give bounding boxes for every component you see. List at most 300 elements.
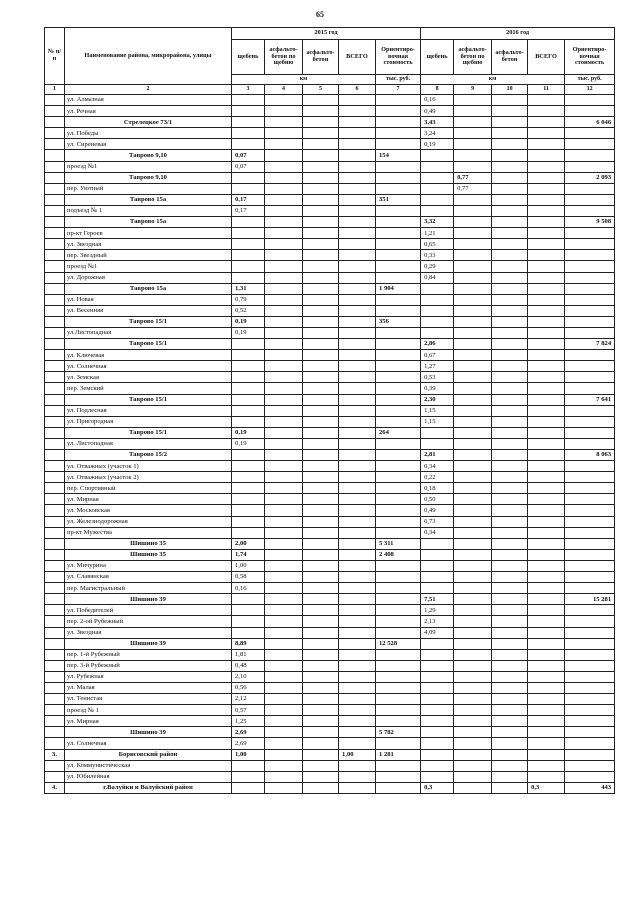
cell-c8: 1,15 [421, 405, 454, 416]
cell-c3: 1,31 [232, 283, 265, 294]
cell-c5 [303, 649, 339, 660]
table-row [45, 205, 615, 216]
cell-c9 [454, 538, 492, 549]
cell-c3: 2,69 [232, 727, 265, 738]
cell-c7 [376, 339, 421, 350]
cell-c12 [565, 261, 615, 272]
cell-c7 [376, 605, 421, 616]
row-name: пр-кт Героев [65, 228, 232, 239]
cell-c5 [303, 272, 339, 283]
cell-c12 [565, 605, 615, 616]
cell-c7: 12 528 [376, 638, 421, 649]
table-row [45, 516, 615, 527]
row-number [45, 560, 65, 571]
cell-c12: 8 063 [565, 450, 615, 461]
unit-rub: тыс. руб. [565, 75, 615, 85]
cell-c8 [421, 749, 454, 760]
cell-c11 [528, 682, 565, 693]
cell-c4 [265, 305, 303, 316]
road-repair-table [44, 27, 615, 794]
row-number [45, 516, 65, 527]
row-name: пр-кт Мужества [65, 527, 232, 538]
cell-c10 [492, 194, 528, 205]
cell-c12 [565, 738, 615, 749]
cell-c3: 0,16 [232, 583, 265, 594]
row-name: Таврово 15/1 [65, 427, 232, 438]
cell-c4 [265, 560, 303, 571]
cell-c10 [492, 516, 528, 527]
cell-c4 [265, 339, 303, 350]
cell-c12 [565, 161, 615, 172]
row-number [45, 228, 65, 239]
row-name: ул. Звездная [65, 239, 232, 250]
cell-c7 [376, 572, 421, 583]
cell-c10 [492, 483, 528, 494]
cell-c10 [492, 594, 528, 605]
cell-c6 [339, 172, 376, 183]
cell-c6 [339, 194, 376, 205]
cell-c12 [565, 272, 615, 283]
cell-c11 [528, 705, 565, 716]
cell-c11 [528, 749, 565, 760]
cell-c11 [528, 771, 565, 782]
row-number [45, 283, 65, 294]
cell-c6 [339, 649, 376, 660]
cell-c12 [565, 416, 615, 427]
cell-c3: 0,07 [232, 161, 265, 172]
table-row [45, 572, 615, 583]
row-name: проезд №1 [65, 161, 232, 172]
cell-c9 [454, 605, 492, 616]
cell-c7: 351 [376, 194, 421, 205]
cell-c9 [454, 616, 492, 627]
cell-c9 [454, 705, 492, 716]
row-name: ул. Отважных (участок 1) [65, 461, 232, 472]
cell-c5 [303, 339, 339, 350]
cell-c7: 356 [376, 316, 421, 327]
cell-c12 [565, 560, 615, 571]
cell-c5 [303, 483, 339, 494]
header-sub: ВСЕГО [528, 40, 565, 75]
cell-c8 [421, 183, 454, 194]
row-number [45, 438, 65, 449]
cell-c5 [303, 694, 339, 705]
row-number [45, 95, 65, 106]
cell-c6 [339, 716, 376, 727]
row-name: Таврово 15/2 [65, 450, 232, 461]
row-name: ул. Алмазная [65, 95, 232, 106]
cell-c10 [492, 472, 528, 483]
table-row [45, 183, 615, 194]
cell-c10 [492, 738, 528, 749]
cell-c12 [565, 128, 615, 139]
row-name: Борисовский район [65, 749, 232, 760]
cell-c8 [421, 205, 454, 216]
row-name: ул. Мирная [65, 716, 232, 727]
cell-c9 [454, 749, 492, 760]
cell-c6 [339, 106, 376, 117]
cell-c9 [454, 339, 492, 350]
row-name: ул. Победы [65, 128, 232, 139]
cell-c4 [265, 250, 303, 261]
header-sub: щебень [232, 40, 265, 75]
cell-c12 [565, 427, 615, 438]
cell-c5 [303, 583, 339, 594]
header-sub: асфальто-бетон по щебню [454, 40, 492, 75]
table-row-subtotal [45, 638, 615, 649]
row-name: пер. Звездный [65, 250, 232, 261]
cell-c6 [339, 705, 376, 716]
cell-c11 [528, 205, 565, 216]
row-number [45, 483, 65, 494]
column-index: 2 [65, 85, 232, 95]
cell-c7 [376, 294, 421, 305]
unit-km: км [421, 75, 565, 85]
cell-c4 [265, 782, 303, 793]
cell-c11 [528, 339, 565, 350]
row-number [45, 250, 65, 261]
cell-c7 [376, 671, 421, 682]
cell-c8: 3,32 [421, 217, 454, 228]
header-num: № п/п [45, 28, 65, 85]
cell-c6 [339, 727, 376, 738]
row-number [45, 505, 65, 516]
cell-c3 [232, 450, 265, 461]
cell-c11 [528, 583, 565, 594]
cell-c7 [376, 505, 421, 516]
cell-c11 [528, 327, 565, 338]
row-name: Шишино 39 [65, 638, 232, 649]
cell-c8 [421, 682, 454, 693]
cell-c8 [421, 771, 454, 782]
cell-c12 [565, 316, 615, 327]
cell-c3 [232, 183, 265, 194]
row-name: подъезд № 1 [65, 205, 232, 216]
cell-c3: 0,48 [232, 660, 265, 671]
row-number [45, 427, 65, 438]
cell-c7 [376, 372, 421, 383]
cell-c7 [376, 205, 421, 216]
cell-c12 [565, 139, 615, 150]
cell-c10 [492, 261, 528, 272]
cell-c4 [265, 372, 303, 383]
cell-c3 [232, 361, 265, 372]
cell-c5 [303, 305, 339, 316]
row-number [45, 327, 65, 338]
cell-c4 [265, 716, 303, 727]
row-number [45, 527, 65, 538]
cell-c9 [454, 283, 492, 294]
row-number [45, 649, 65, 660]
cell-c3: 1,25 [232, 716, 265, 727]
cell-c12 [565, 505, 615, 516]
cell-c5 [303, 316, 339, 327]
table-row [45, 239, 615, 250]
table-row-subtotal [45, 117, 615, 128]
table-row [45, 361, 615, 372]
cell-c9 [454, 638, 492, 649]
cell-c6 [339, 694, 376, 705]
cell-c11 [528, 394, 565, 405]
cell-c4 [265, 649, 303, 660]
cell-c10 [492, 461, 528, 472]
cell-c9 [454, 405, 492, 416]
cell-c4 [265, 472, 303, 483]
cell-c4 [265, 294, 303, 305]
table-row [45, 616, 615, 627]
cell-c8: 0,29 [421, 261, 454, 272]
cell-c12 [565, 527, 615, 538]
cell-c7 [376, 682, 421, 693]
cell-c5 [303, 150, 339, 161]
cell-c10 [492, 372, 528, 383]
cell-c9 [454, 239, 492, 250]
cell-c9 [454, 682, 492, 693]
cell-c5 [303, 438, 339, 449]
cell-c7 [376, 172, 421, 183]
cell-c4 [265, 605, 303, 616]
cell-c8: 1,15 [421, 416, 454, 427]
cell-c5 [303, 505, 339, 516]
cell-c12 [565, 694, 615, 705]
cell-c5 [303, 538, 339, 549]
cell-c5 [303, 117, 339, 128]
cell-c4 [265, 228, 303, 239]
row-name: ул. Подлесная [65, 405, 232, 416]
cell-c4 [265, 272, 303, 283]
cell-c8 [421, 438, 454, 449]
cell-c7 [376, 483, 421, 494]
cell-c4 [265, 239, 303, 250]
cell-c4 [265, 427, 303, 438]
cell-c8: 0,33 [421, 250, 454, 261]
cell-c10 [492, 682, 528, 693]
cell-c7 [376, 383, 421, 394]
cell-c9 [454, 594, 492, 605]
row-number [45, 572, 65, 583]
cell-c12 [565, 95, 615, 106]
cell-c12 [565, 461, 615, 472]
row-name: ул. Земская [65, 372, 232, 383]
cell-c12 [565, 350, 615, 361]
cell-c12 [565, 572, 615, 583]
row-name: ул. Новая [65, 294, 232, 305]
cell-c9 [454, 782, 492, 793]
cell-c7: 1 904 [376, 283, 421, 294]
cell-c11 [528, 172, 565, 183]
cell-c6 [339, 671, 376, 682]
cell-c10 [492, 416, 528, 427]
cell-c11 [528, 283, 565, 294]
row-name: Таврово 15/1 [65, 339, 232, 350]
cell-c10 [492, 239, 528, 250]
cell-c11 [528, 671, 565, 682]
cell-c8: 0,18 [421, 483, 454, 494]
row-number [45, 705, 65, 716]
row-number [45, 727, 65, 738]
cell-c6 [339, 150, 376, 161]
table-row [45, 527, 615, 538]
cell-c7: 154 [376, 150, 421, 161]
header-sub: асфальто-бетон [303, 40, 339, 75]
cell-c12 [565, 671, 615, 682]
column-index: 6 [339, 85, 376, 95]
cell-c7: 264 [376, 427, 421, 438]
row-number [45, 394, 65, 405]
cell-c8 [421, 549, 454, 560]
cell-c5 [303, 106, 339, 117]
table-row-subtotal [45, 194, 615, 205]
column-index: 5 [303, 85, 339, 95]
cell-c7 [376, 239, 421, 250]
table-row-subtotal [45, 150, 615, 161]
cell-c5 [303, 427, 339, 438]
table-row [45, 228, 615, 239]
cell-c4 [265, 494, 303, 505]
cell-c5 [303, 560, 339, 571]
cell-c7 [376, 583, 421, 594]
cell-c5 [303, 461, 339, 472]
cell-c7: 2 408 [376, 549, 421, 560]
cell-c8: 7,51 [421, 594, 454, 605]
row-number [45, 316, 65, 327]
cell-c7 [376, 416, 421, 427]
cell-c12 [565, 771, 615, 782]
cell-c12 [565, 361, 615, 372]
cell-c4 [265, 538, 303, 549]
row-number [45, 671, 65, 682]
cell-c12 [565, 327, 615, 338]
cell-c12 [565, 183, 615, 194]
cell-c12 [565, 682, 615, 693]
table-row-subtotal [45, 727, 615, 738]
cell-c10 [492, 616, 528, 627]
cell-c10 [492, 560, 528, 571]
cell-c11 [528, 627, 565, 638]
row-number [45, 583, 65, 594]
row-number [45, 261, 65, 272]
cell-c8: 0,49 [421, 505, 454, 516]
cell-c3 [232, 472, 265, 483]
table-row [45, 372, 615, 383]
cell-c3 [232, 128, 265, 139]
cell-c12 [565, 494, 615, 505]
cell-c9 [454, 416, 492, 427]
cell-c5 [303, 394, 339, 405]
cell-c8: 0,16 [421, 95, 454, 106]
cell-c9 [454, 516, 492, 527]
cell-c10 [492, 427, 528, 438]
cell-c11 [528, 161, 565, 172]
cell-c9 [454, 727, 492, 738]
row-name: ул. Дорожная [65, 272, 232, 283]
cell-c3 [232, 616, 265, 627]
row-number [45, 738, 65, 749]
cell-c9 [454, 150, 492, 161]
cell-c9 [454, 139, 492, 150]
cell-c6 [339, 627, 376, 638]
table-row [45, 649, 615, 660]
cell-c7 [376, 438, 421, 449]
table-row-subtotal [45, 782, 615, 793]
row-name: ул. Юбилейная [65, 771, 232, 782]
cell-c12 [565, 649, 615, 660]
cell-c9 [454, 760, 492, 771]
cell-c4 [265, 660, 303, 671]
row-number [45, 494, 65, 505]
cell-c3 [232, 782, 265, 793]
row-number [45, 760, 65, 771]
header-sub: асфальто-бетон [492, 40, 528, 75]
cell-c4 [265, 694, 303, 705]
row-name: пер. Магистральный [65, 583, 232, 594]
cell-c10 [492, 727, 528, 738]
cell-c4 [265, 638, 303, 649]
cell-c8: 0,53 [421, 372, 454, 383]
cell-c12 [565, 716, 615, 727]
row-number [45, 183, 65, 194]
cell-c5 [303, 782, 339, 793]
cell-c5 [303, 627, 339, 638]
cell-c5 [303, 194, 339, 205]
cell-c5 [303, 527, 339, 538]
row-number [45, 416, 65, 427]
row-number [45, 150, 65, 161]
cell-c9 [454, 450, 492, 461]
cell-c9 [454, 627, 492, 638]
cell-c12 [565, 194, 615, 205]
row-number [45, 694, 65, 705]
cell-c3 [232, 172, 265, 183]
table-row-subtotal [45, 172, 615, 183]
cell-c6 [339, 472, 376, 483]
cell-c3 [232, 95, 265, 106]
row-name: ул. Малая [65, 682, 232, 693]
cell-c10 [492, 505, 528, 516]
row-name: ул. Мирная [65, 494, 232, 505]
cell-c3 [232, 272, 265, 283]
cell-c9 [454, 660, 492, 671]
table-row [45, 560, 615, 571]
cell-c12 [565, 583, 615, 594]
row-name: ул. Железнодорожная [65, 516, 232, 527]
cell-c11 [528, 438, 565, 449]
cell-c6 [339, 494, 376, 505]
cell-c6 [339, 483, 376, 494]
row-number: 4. [45, 782, 65, 793]
row-number [45, 361, 65, 372]
cell-c12: 9 508 [565, 217, 615, 228]
cell-c3: 0,79 [232, 294, 265, 305]
cell-c4 [265, 527, 303, 538]
cell-c6 [339, 450, 376, 461]
cell-c7 [376, 782, 421, 793]
cell-c7 [376, 305, 421, 316]
cell-c3 [232, 117, 265, 128]
column-index: 12 [565, 85, 615, 95]
cell-c6 [339, 305, 376, 316]
header-sub: щебень [421, 40, 454, 75]
cell-c6 [339, 616, 376, 627]
cell-c7 [376, 117, 421, 128]
cell-c7 [376, 228, 421, 239]
cell-c9 [454, 427, 492, 438]
cell-c5 [303, 228, 339, 239]
cell-c9 [454, 472, 492, 483]
cell-c5 [303, 361, 339, 372]
table-row [45, 350, 615, 361]
cell-c10 [492, 605, 528, 616]
